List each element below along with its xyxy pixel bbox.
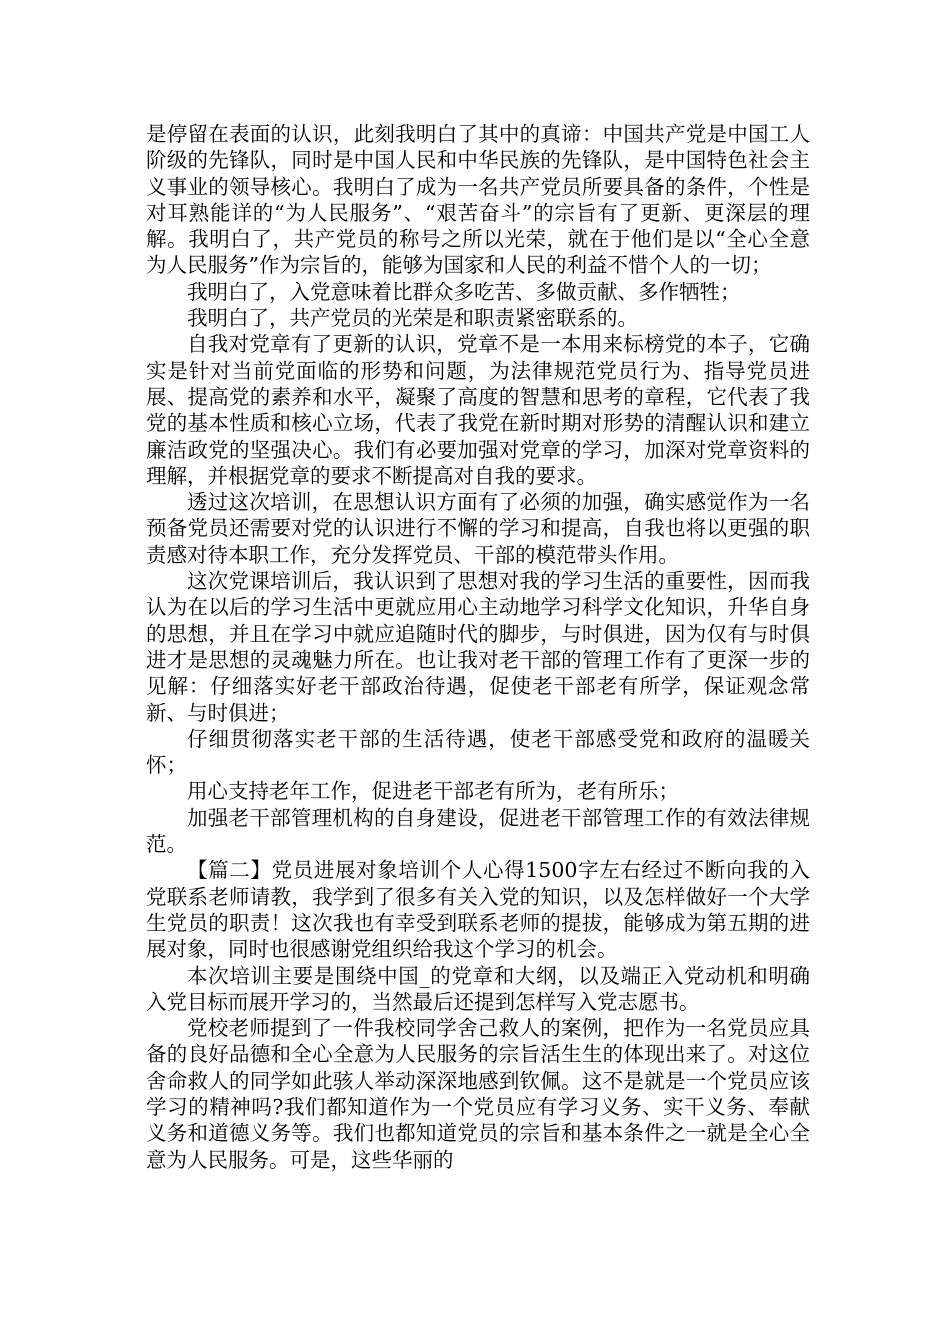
document-body	[146, 121, 810, 1173]
paragraph-7: 仔细贯彻落实老干部的生活待遇，使老干部感受党和政府的温暖关怀；	[146, 726, 810, 778]
paragraph-4: 自我对党章有了更新的认识，党章不是一本用来标榜党的本子，它确实是针对当前党面临的形势和问题，为法律规范党员行为、指导党员进展、提高党的素养和水平，凝聚了高度的智慧和思考的章程，它代表了我党的基本性质和核心立场，代表了我党在新时期对形势的清醒认识和建立廉洁政党的坚强决心。我们有必要加强对党章的学习，加深对党章资料的理解，并根据党章的要求不断提高对自我的要求。	[146, 332, 810, 488]
paragraph-10-section-two: 【篇二】党员进展对象培训个人心得1500字左右经过不断向我的入党联系老师请教，我学到了很多有关入党的知识，以及怎样做好一个大学生党员的职责！这次我也有幸受到联系老师的提拔，能够成为第五期的进展对象，同时也很感谢党组织给我这个学习的机会。	[146, 858, 810, 962]
paragraph-3: 我明白了，共产党员的光荣是和职责紧密联系的。	[187, 306, 638, 331]
paragraph-8: 用心支持老年工作，促进老干部老有所为，老有所乐；	[187, 779, 679, 804]
paragraph-12: 党校老师提到了一件我校同学舍己救人的案例，把作为一名党员应具备的良好品德和全心全意为人民服务的宗旨活生生的体现出来了。对这位舍命救人的同学如此骇人举动深深地感到钦佩。这不是就是一个党员应该学习的精神吗?我们都知道作为一个党员应有学习义务、实干义务、奉献义务和道德义务等。我们也都知道党员的宗旨和基本条件之一就是全心全意为人民服务。可是，这些华丽的	[146, 1016, 810, 1172]
paragraph-1: 是停留在表面的认识，此刻我明白了其中的真谛：中国共产党是中国工人阶级的先锋队，同时是中国人民和中华民族的先锋队，是中国特色社会主义事业的领导核心。我明白了成为一名共产党员所要具备的条件，个性是对耳熟能详的“为人民服务”、“艰苦奋斗”的宗旨有了更新、更深层的理解。我明白了，共产党员的称号之所以光荣，就在于他们是以“全心全意为人民服务”作为宗旨的，能够为国家和人民的利益不惜个人的一切；	[146, 122, 810, 278]
paragraph-11: 本次培训主要是围绕中国_的党章和大纲，以及端正入党动机和明确入党目标而展开学习的，当然最后还提到怎样写入党志愿书。	[146, 963, 810, 1014]
paragraph-2: 我明白了，入党意味着比群众多吃苦、多做贡献、多作牺牲；	[187, 279, 741, 304]
paragraph-5: 透过这次培训，在思想认识方面有了必须的加强，确实感觉作为一名预备党员还需要对党的认识进行不懈的学习和提高，自我也将以更强的职责感对待本职工作，充分发挥党员、干部的模范带头作用。	[146, 490, 810, 567]
paragraph-9: 加强老干部管理机构的自身建设，促进老干部管理工作的有效法律规范。	[146, 805, 810, 857]
paragraph-6: 这次党课培训后，我认识到了思想对我的学习生活的重要性，因而我认为在以后的学习生活中更就应用心主动地学习科学文化知识，升华自身的思想，并且在学习中就应追随时代的脚步，与时俱进，因为仅有与时俱进才是思想的灵魂魅力所在。也让我对老干部的管理工作有了更深一步的见解：仔细落实好老干部政治待遇，促使老干部老有所学，保证观念常新、与时俱进；	[146, 569, 810, 725]
